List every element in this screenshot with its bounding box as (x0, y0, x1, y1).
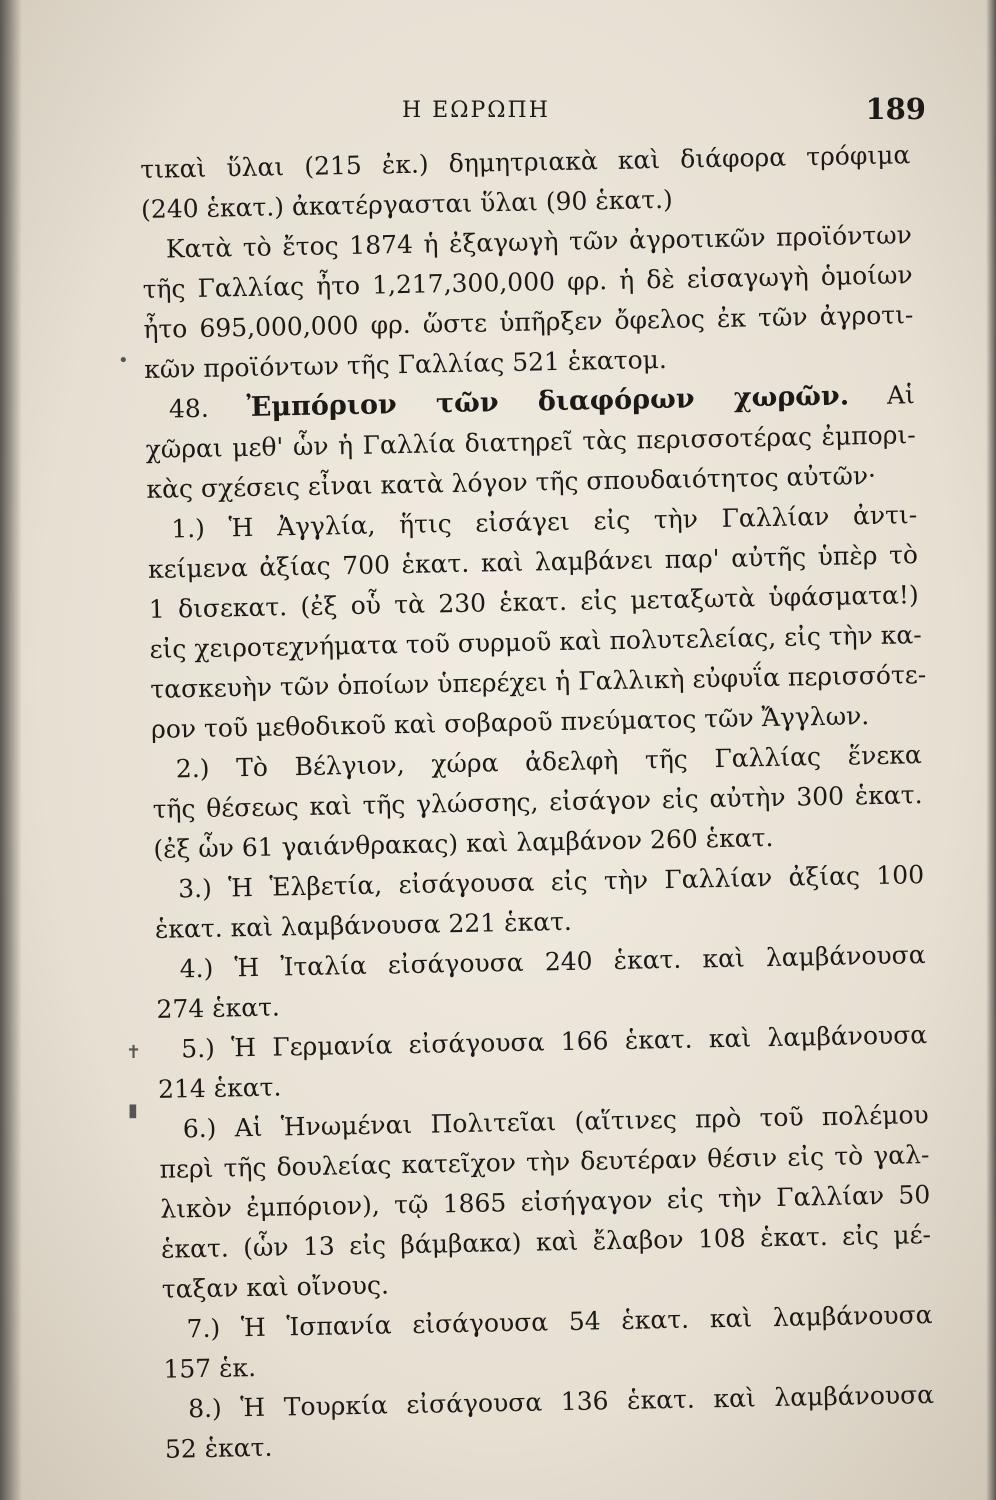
text-line: κῶν προϊόντων τῆς Γαλλίας 521 ἑκατομ. (143, 344, 668, 384)
page-header (140, 92, 926, 132)
list-item-switzerland: 3.) Ἡ Ἑλβετία, εἰσάγουσα εἰς τὴν Γαλλίαν ἀξίας 100 (177, 860, 925, 904)
list-item-spain: 7.) Ἡ Ἱσπανία εἰσάγουσα 54 ἑκατ. καὶ λαμβάνουσα (186, 1300, 933, 1344)
text-line: ἑκατ. καὶ λαμβάνουσα 221 ἑκατ. (154, 906, 573, 944)
text-line: 1 δισεκατ. (ἐξ οὗ τὰ 230 ἑκατ. εἰς μεταξωτὰ ὑφάσματα!) (148, 580, 919, 624)
text-line: ἦτο 695,000,000 φρ. ὥστε ὑπῆρξεν ὄφελος ἐκ τῶν ἀγροτι- (143, 300, 914, 344)
list-item-germany: 5.) Ἡ Γερμανία εἰσάγουσα 166 ἑκατ. καὶ λαμβάνουσα (180, 1020, 928, 1064)
text-line: ἑκατ. (ὧν 13 εἰς βάμβακα) καὶ ἔλαβον 108 ἑκατ. εἰς μέ- (160, 1220, 932, 1264)
text-line: εἰς χειροτεχνήματα τοῦ συρμοῦ καὶ πολυτελείας, εἰς τὴν κα- (149, 620, 922, 664)
text-line: Κατὰ τὸ ἔτος 1874 ἡ ἐξαγωγὴ τῶν ἀγροτικῶν προϊόντων (165, 220, 913, 264)
text-line: λικὸν ἐμπόριον), τῷ 1865 εἰσήγαγον εἰς τὴν Γαλλίαν 50 (160, 1180, 931, 1224)
running-head: Η ΕΩΡΩΠΗ (402, 98, 550, 123)
page-number: 189 (865, 92, 926, 126)
section-title: Ἐμπόριον τῶν διαφόρων χωρῶν. (246, 380, 850, 423)
list-item-united-states: 6.) Αἱ Ἡνωμέναι Πολιτεῖαι (αἵτινες πρὸ τοῦ πολέμου (182, 1100, 929, 1144)
section-heading-tail: Αἱ (886, 380, 916, 410)
text-line: 52 ἑκατ. (164, 1432, 273, 1464)
margin-speck: • (118, 350, 129, 371)
page-gutter-shadow (0, 0, 22, 1500)
list-item-italy: 4.) Ἡ Ἰταλία εἰσάγουσα 240 ἑκατ. καὶ λαμβάνουσα (179, 940, 926, 984)
text-line: χῶραι μεθ' ὧν ἡ Γαλλία διατηρεῖ τὰς περισσοτέρας ἐμπορι- (145, 420, 916, 464)
text-line: κείμενα ἀξίας 700 ἑκατ. καὶ λαμβάνει παρ' αὐτῆς ὑπὲρ τὸ (147, 540, 919, 584)
text-line: (240 ἑκατ.) ἀκατέργασται ὕλαι (90 ἑκατ.) (140, 184, 674, 224)
page-edge-shadow (986, 0, 996, 1500)
text-line: τῆς Γαλλίας ἦτο 1,217,300,000 φρ. ἡ δὲ εἰσαγωγὴ ὁμοίων (142, 260, 913, 304)
text-line: τικαὶ ὕλαι (215 ἐκ.) δημητριακὰ καὶ διάφορα τρόφιμα (140, 140, 911, 184)
page-body (140, 135, 935, 1470)
text-line: περὶ τῆς δουλείας κατεῖχον τὴν δευτέραν θέσιν εἰς τὸ γαλ- (159, 1140, 930, 1184)
list-item-turkey: 8.) Ἡ Τουρκία εἰσάγουσα 136 ἑκατ. καὶ λαμβάνουσα (187, 1379, 935, 1424)
margin-tick-mark: ✝ (126, 1042, 142, 1063)
text-line: 157 ἑκ. (163, 1352, 257, 1384)
text-line: (ἐξ ὧν 61 γαιάνθρακας) καὶ λαμβάνον 260 ἑκατ. (153, 822, 774, 864)
text-line: ταξαν καὶ οἴνους. (161, 1270, 390, 1304)
text-line: 274 ἑκατ. (156, 992, 281, 1024)
list-item-belgium: 2.) Τὸ Βέλγιον, χώρα ἀδελφὴ τῆς Γαλλίας ἕνεκα (175, 740, 923, 784)
text-line: ρον τοῦ μεθοδικοῦ καὶ σοβαροῦ πνεύματος τῶν Ἄγγλων. (150, 701, 870, 744)
margin-bracket-mark: ▮ (128, 1100, 138, 1121)
list-item-england: 1.) Ἡ Ἀγγλία, ἥτις εἰσάγει εἰς τὴν Γαλλίαν ἀντι- (171, 500, 918, 544)
text-line: τῆς θέσεως καὶ τῆς γλώσσης, εἰσάγον εἰς αὐτὴν 300 ἑκατ. (152, 780, 923, 824)
text-line: κὰς σχέσεις εἶναι κατὰ λόγον τῆς σπουδαιότητος αὐτῶν· (146, 460, 877, 504)
text-line: τασκευὴν τῶν ὁποίων ὑπερέχει ἡ Γαλλικὴ εὐφυΐα περισσότε- (150, 660, 927, 704)
text-line: 214 ἑκατ. (157, 1072, 282, 1104)
section-number: 48. (168, 393, 210, 424)
